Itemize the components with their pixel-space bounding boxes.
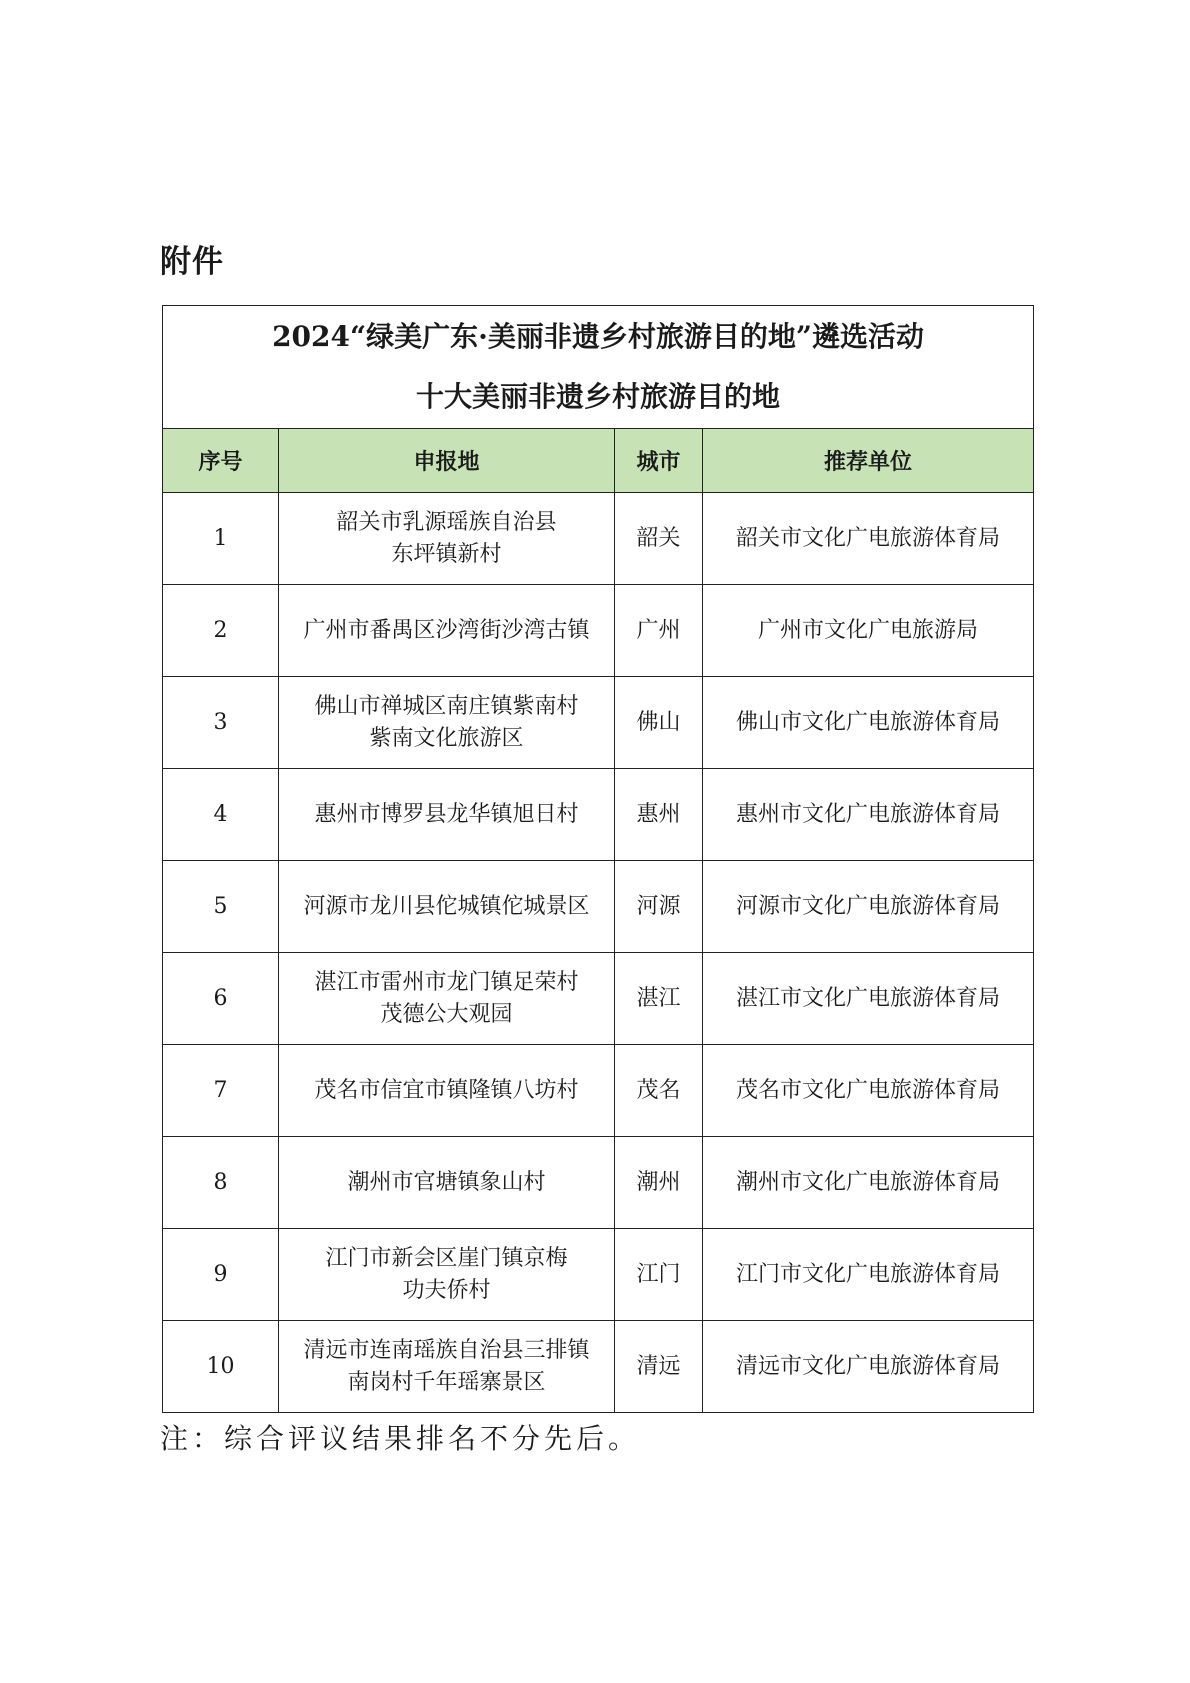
cell-unit: 佛山市文化广电旅游体育局 [703, 677, 1034, 769]
table-body [163, 493, 1034, 1413]
table-row [163, 585, 1034, 677]
cell-unit: 广州市文化广电旅游局 [703, 585, 1034, 677]
cell-city: 韶关 [615, 493, 703, 585]
header-no: 序号 [163, 429, 279, 493]
cell-unit: 湛江市文化广电旅游体育局 [703, 953, 1034, 1045]
cell-place [279, 861, 615, 953]
table-row [163, 769, 1034, 861]
place-line: 韶关市乳源瑶族自治县 [336, 509, 557, 535]
place-line: 茂德公大观园 [380, 1001, 513, 1027]
cell-city: 广州 [615, 585, 703, 677]
cell-city: 江门 [615, 1229, 703, 1321]
cell-place [279, 585, 615, 677]
attachment-label: 附件 [160, 244, 224, 280]
table-row [163, 493, 1034, 585]
place-line: 紫南文化旅游区 [369, 725, 524, 751]
cell-no: 3 [163, 677, 279, 769]
cell-city: 茂名 [615, 1045, 703, 1137]
place-line: 广州市番禺区沙湾街沙湾古镇 [303, 617, 590, 643]
cell-no: 10 [163, 1321, 279, 1413]
destination-table [162, 305, 1034, 1413]
cell-unit: 惠州市文化广电旅游体育局 [703, 769, 1034, 861]
place-line: 南岗村千年瑶寨景区 [347, 1369, 546, 1395]
table-title-row [163, 306, 1034, 429]
cell-unit: 江门市文化广电旅游体育局 [703, 1229, 1034, 1321]
cell-no: 8 [163, 1137, 279, 1229]
cell-unit: 韶关市文化广电旅游体育局 [703, 493, 1034, 585]
table-row [163, 953, 1034, 1045]
table-title-line-1: 2024“绿美广东·美丽非遗乡村旅游目的地”遴选活动 [272, 320, 924, 353]
header-city: 城市 [615, 429, 703, 493]
header-place: 申报地 [279, 429, 615, 493]
place-line: 佛山市禅城区南庄镇紫南村 [314, 693, 579, 719]
cell-place [279, 1321, 615, 1413]
place-line: 惠州市博罗县龙华镇旭日村 [314, 801, 579, 827]
cell-city: 潮州 [615, 1137, 703, 1229]
table-title [163, 306, 1034, 429]
place-line: 清远市连南瑶族自治县三排镇 [303, 1337, 590, 1363]
cell-place [279, 769, 615, 861]
place-line: 潮州市官塘镇象山村 [347, 1169, 546, 1195]
cell-no: 2 [163, 585, 279, 677]
cell-no: 5 [163, 861, 279, 953]
cell-city: 湛江 [615, 953, 703, 1045]
footnote: 注：综合评议结果排名不分先后。 [160, 1422, 641, 1455]
table-row [163, 1137, 1034, 1229]
cell-unit: 河源市文化广电旅游体育局 [703, 861, 1034, 953]
cell-place [279, 677, 615, 769]
cell-city: 清远 [615, 1321, 703, 1413]
place-line: 功夫侨村 [402, 1277, 491, 1303]
place-line: 河源市龙川县佗城镇佗城景区 [303, 893, 590, 919]
place-line: 湛江市雷州市龙门镇足荣村 [314, 969, 579, 995]
place-line: 茂名市信宜市镇隆镇八坊村 [314, 1077, 579, 1103]
cell-no: 7 [163, 1045, 279, 1137]
cell-no: 1 [163, 493, 279, 585]
table-row [163, 1321, 1034, 1413]
cell-unit: 茂名市文化广电旅游体育局 [703, 1045, 1034, 1137]
table-row [163, 677, 1034, 769]
cell-place [279, 1229, 615, 1321]
cell-no: 6 [163, 953, 279, 1045]
cell-place [279, 953, 615, 1045]
table-row [163, 861, 1034, 953]
cell-city: 佛山 [615, 677, 703, 769]
cell-place [279, 1045, 615, 1137]
cell-no: 9 [163, 1229, 279, 1321]
cell-unit: 潮州市文化广电旅游体育局 [703, 1137, 1034, 1229]
cell-place [279, 1137, 615, 1229]
cell-unit: 清远市文化广电旅游体育局 [703, 1321, 1034, 1413]
table-header-row [163, 429, 1034, 493]
header-unit: 推荐单位 [703, 429, 1034, 493]
place-line: 江门市新会区崖门镇京梅 [325, 1245, 568, 1271]
place-line: 东坪镇新村 [391, 541, 502, 567]
table-row [163, 1229, 1034, 1321]
cell-no: 4 [163, 769, 279, 861]
cell-city: 河源 [615, 861, 703, 953]
cell-city: 惠州 [615, 769, 703, 861]
cell-place [279, 493, 615, 585]
table-title-line-2: 十大美丽非遗乡村旅游目的地 [416, 380, 781, 413]
table-row [163, 1045, 1034, 1137]
